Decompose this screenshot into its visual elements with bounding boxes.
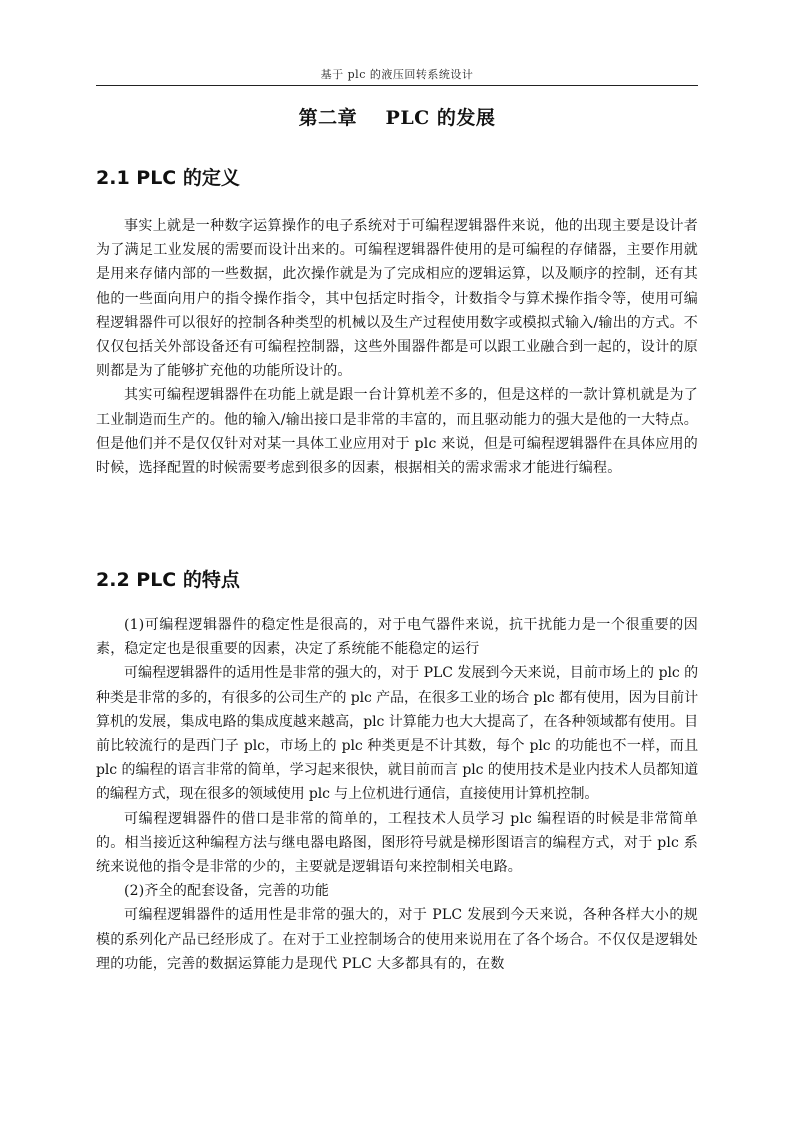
paragraph: 可编程逻辑器件的适用性是非常的强大的，对于 PLC 发展到今天来说，各种各样大小的规模的系列化产品已经形成了。在对于工业控制场合的使用来说用在了各个场合。不仅仅是逻辑处理的功能，完善的数据运算能力是现代 PLC 大多都具有的，在数 — [96, 907, 698, 972]
paragraph: (2)齐全的配套设备，完善的功能 — [124, 883, 330, 900]
paragraph: 事实上就是一种数字运算操作的电子系统对于可编程逻辑器件来说，他的出现主要是设计者为了满足工业发展的需要而设计出来的。可编程逻辑器件使用的是可编程的存储器，主要作用就是用来存储内部的一些数据，此次操作就是为了完成相应的逻辑运算，以及顺序的控制，还有其他的一些面向用户的指令操作指令，其中包括定时指令，计数指令与算术操作指令等，使用可编程逻辑器件可以很好的控制各种类型的机械以及生产过程使用数字或模拟式输入/输出的方式。不仅仅包括关外部设备还有可编程控制器，这些外围器件都是可以跟工业融合到一起的，设计的原则都是为了能够扩充他的功能所设计的。 — [96, 218, 698, 380]
paragraph: 其实可编程逻辑器件在功能上就是跟一台计算机差不多的，但是这样的一款计算机就是为了工业制造而生产的。他的输入/输出接口是非常的丰富的，而且驱动能力的强大是他的一大特点。但是他们并不是仅仅针对对某一具体工业应用对于 plc 来说，但是可编程逻辑器件在具体应用的时候，选择配置的时候需要考虑到很多的因素，根据相关的需求需求才能进行编程。 — [96, 387, 698, 477]
chapter-title: 第二章 PLC 的发展 — [298, 107, 496, 129]
section-2-2-body — [96, 613, 698, 976]
section-2-1-body — [96, 214, 698, 480]
section-heading-2-2: 2.2 PLC 的特点 — [96, 569, 240, 591]
section-heading-2-1: 2.1 PLC 的定义 — [96, 167, 240, 189]
paragraph: 可编程逻辑器件的适用性是非常的强大的，对于 PLC 发展到今天来说，目前市场上的 plc 的种类是非常的多的，有很多的公司生产的 plc 产品，在很多工业的场合 plc 都有使用，因为目前计算机的发展，集成电路的集成度越来越高，plc 计算能力也大大提高了，在各种领域都有使用。目前比较流行的是西门子 plc，市场上的 plc 种类更是不计其数，每个 plc 的功能也不一样，而且 plc 的编程的语言非常的简单，学习起来很快，就目前而言 plc 的使用技术是业内技术人员都知道的编程方式，现在很多的领域使用 plc 与上位机进行通信，直接使用计算机控制。 — [96, 665, 698, 803]
header-divider — [96, 85, 698, 86]
paragraph: 可编程逻辑器件的借口是非常的简单的，工程技术人员学习 plc 编程语的时候是非常简单的。相当接近这种编程方法与继电器电路图，图形符号就是梯形图语言的编程方式，对于 plc 系统来说他的指令是非常的少的，主要就是逻辑语句来控制相关电路。 — [96, 810, 698, 876]
paragraph: (1)可编程逻辑器件的稳定性是很高的，对于电气器件来说，抗干扰能力是一个很重要的因素，稳定定也是很重要的因素，决定了系统能不能稳定的运行 — [96, 617, 698, 658]
running-header: 基于 plc 的液压回转系统设计 — [320, 68, 474, 81]
